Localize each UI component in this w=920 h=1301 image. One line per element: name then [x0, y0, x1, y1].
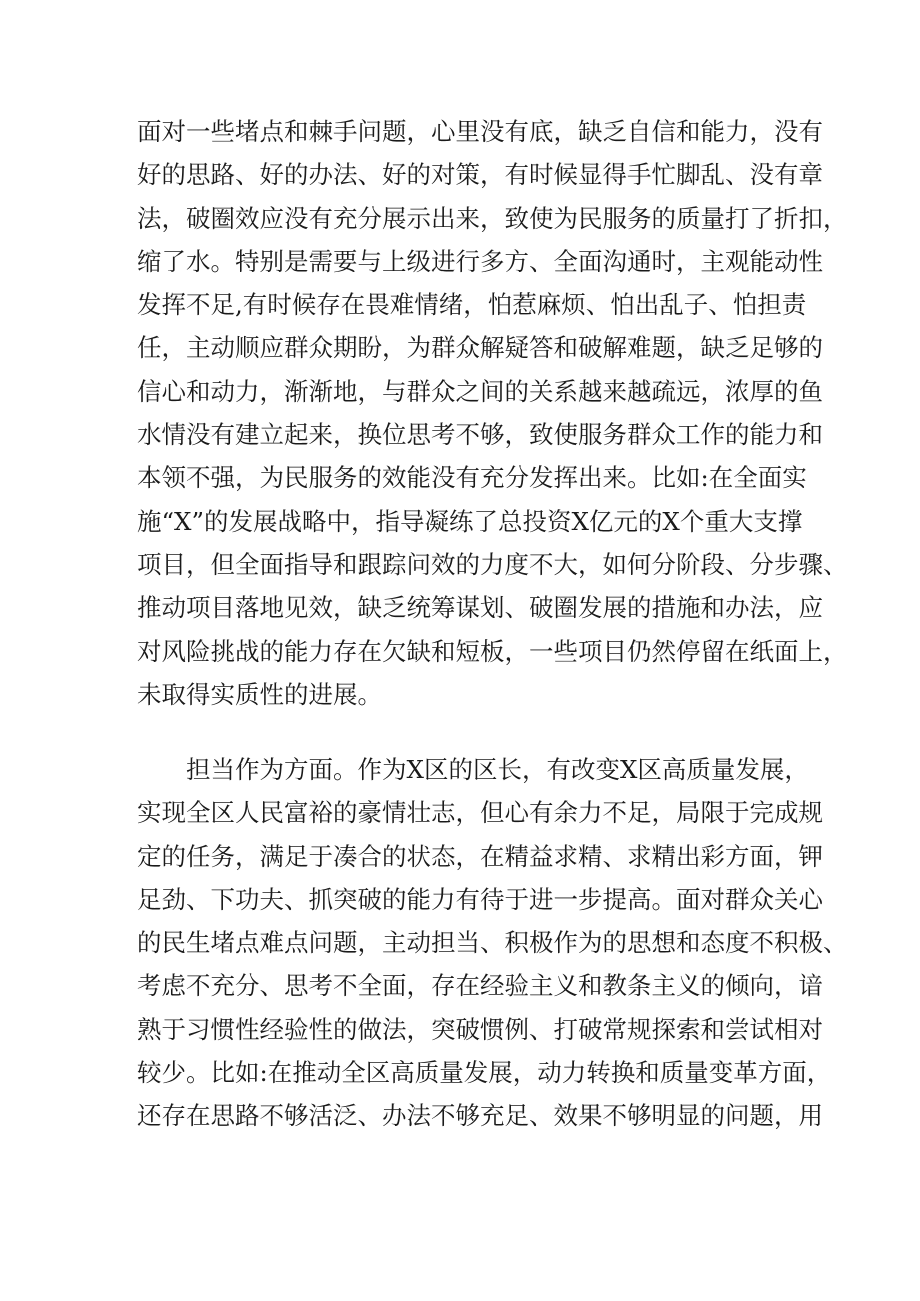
text-line: 任，主动顺应群众期盼，为群众解疑答和破解难题，缺乏足够的 — [137, 333, 823, 363]
text-line: 对风险挑战的能力存在欠缺和短板，一些项目仍然停留在纸面上， — [137, 636, 848, 666]
text-line: 的民生堵点难点问题，主动担当、积极作为的思想和态度不积极、 — [137, 928, 848, 958]
text-line: 项目，但全面指导和跟踪问效的力度不大，如何分阶段、分步骤、 — [137, 549, 848, 579]
text-line-first: 担当作为方面。作为X区的区长，有改变X区高质量发展， — [186, 755, 809, 784]
text-line: 缩了水。特别是需要与上级进行多方、全面沟通时，主观能动性 — [137, 246, 823, 276]
paragraph-2 — [137, 748, 848, 1138]
text-line: 定的任务，满足于凑合的状态，在精益求精、求精出彩方面，钾 — [137, 841, 823, 871]
text-line: 水情没有建立起来，换位思考不够，致使服务群众工作的能力和 — [137, 420, 823, 450]
text-line-last: 未取得实质性的进展。 — [137, 679, 382, 709]
text-line: 考虑不充分、思考不全面，存在经验主义和教条主义的倾向，谙 — [137, 971, 823, 1001]
text-line: 足劲、下功夫、抓突破的能力有待于进一步提高。面对群众关心 — [137, 884, 823, 914]
text-line: 法，破圈效应没有充分展示出来，致使为民服务的质量打了折扣， — [137, 203, 848, 233]
text-line: 熟于习惯性经验性的做法，突破惯例、打破常规探索和尝试相对 — [137, 1014, 823, 1044]
text-line: 发挥不足,有时候存在畏难情绪，怕惹麻烦、怕出乱子、怕担责 — [137, 290, 807, 320]
text-line: 面对一些堵点和棘手问题，心里没有底，缺乏自信和能力，没有 — [137, 117, 823, 146]
text-line: 本领不强，为民服务的效能没有充分发挥出来。比如:在全面实 — [137, 463, 807, 493]
text-line: 还存在思路不够活泛、办法不够充足、效果不够明显的问题，用 — [137, 1101, 823, 1131]
text-line: 实现全区人民富裕的豪情壮志，但心有余力不足，局限于完成规 — [137, 798, 823, 828]
paragraph-1 — [137, 110, 848, 716]
text-line: 推动项目落地见效，缺乏统筹谋划、破圈发展的措施和办法，应 — [137, 593, 823, 623]
text-line: 施“X”的发展战略中，指导凝练了总投资X亿元的X个重大支撑 — [137, 506, 803, 536]
text-line: 信心和动力，渐渐地，与群众之间的关系越来越疏远，浓厚的鱼 — [137, 376, 823, 406]
text-line: 好的思路、好的办法、好的对策，有时候显得手忙脚乱、没有章 — [137, 160, 823, 190]
text-line: 较少。比如:在推动全区高质量发展，动力转换和质量变革方面， — [137, 1058, 832, 1088]
